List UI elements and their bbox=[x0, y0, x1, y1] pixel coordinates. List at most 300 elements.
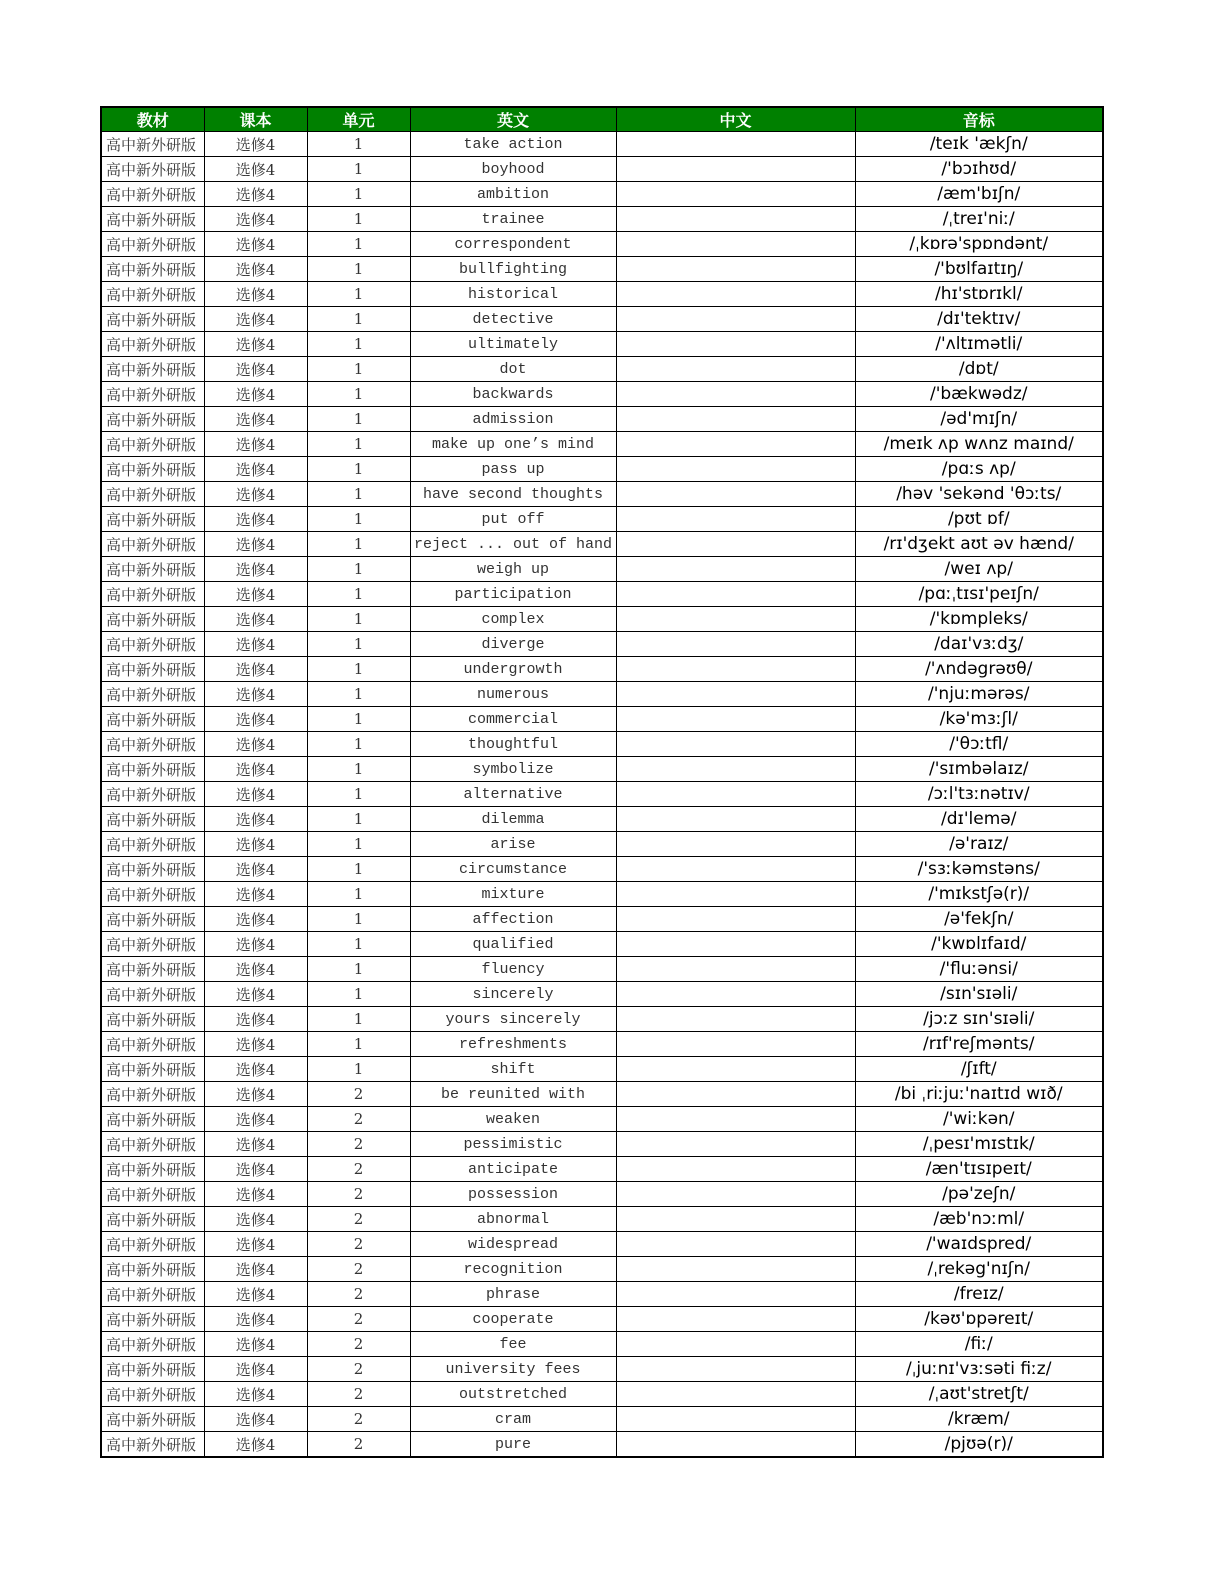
cell-unit: 2 bbox=[307, 1307, 410, 1332]
cell-unit: 1 bbox=[307, 932, 410, 957]
table-row bbox=[101, 1382, 1103, 1407]
cell-book: 选修4 bbox=[204, 807, 307, 832]
cell-english: trainee bbox=[410, 207, 616, 232]
cell-unit: 1 bbox=[307, 982, 410, 1007]
cell-chinese bbox=[616, 782, 855, 807]
table-row bbox=[101, 457, 1103, 482]
cell-chinese bbox=[616, 707, 855, 732]
cell-phonetic: /kə'mɜːʃl/ bbox=[855, 707, 1103, 732]
cell-english: sincerely bbox=[410, 982, 616, 1007]
cell-phonetic: /fiː/ bbox=[855, 1332, 1103, 1357]
cell-unit: 1 bbox=[307, 632, 410, 657]
cell-book: 选修4 bbox=[204, 757, 307, 782]
table-row bbox=[101, 857, 1103, 882]
cell-unit: 1 bbox=[307, 482, 410, 507]
cell-english: have second thoughts bbox=[410, 482, 616, 507]
cell-phonetic: /hɪ'stɒrɪkl/ bbox=[855, 282, 1103, 307]
cell-chinese bbox=[616, 482, 855, 507]
cell-book: 选修4 bbox=[204, 182, 307, 207]
cell-unit: 1 bbox=[307, 457, 410, 482]
cell-textbook: 高中新外研版 bbox=[101, 457, 204, 482]
table-row bbox=[101, 1332, 1103, 1357]
cell-chinese bbox=[616, 1282, 855, 1307]
cell-chinese bbox=[616, 132, 855, 157]
table-row bbox=[101, 732, 1103, 757]
cell-english: reject ... out of hand bbox=[410, 532, 616, 557]
table-row bbox=[101, 1182, 1103, 1207]
cell-phonetic: /'mɪkstʃə(r)/ bbox=[855, 882, 1103, 907]
cell-phonetic: /ˌkɒrə'spɒndənt/ bbox=[855, 232, 1103, 257]
cell-textbook: 高中新外研版 bbox=[101, 657, 204, 682]
cell-phonetic: /'ʌndəgrəʊθ/ bbox=[855, 657, 1103, 682]
cell-phonetic: /æb'nɔːml/ bbox=[855, 1207, 1103, 1232]
cell-chinese bbox=[616, 382, 855, 407]
table-row bbox=[101, 1357, 1103, 1382]
cell-textbook: 高中新外研版 bbox=[101, 907, 204, 932]
cell-english: ultimately bbox=[410, 332, 616, 357]
cell-book: 选修4 bbox=[204, 707, 307, 732]
cell-book: 选修4 bbox=[204, 1207, 307, 1232]
table-row bbox=[101, 257, 1103, 282]
cell-phonetic: /ˌpesɪ'mɪstɪk/ bbox=[855, 1132, 1103, 1157]
cell-unit: 1 bbox=[307, 1032, 410, 1057]
cell-chinese bbox=[616, 907, 855, 932]
cell-book: 选修4 bbox=[204, 1282, 307, 1307]
table-row bbox=[101, 757, 1103, 782]
cell-chinese bbox=[616, 457, 855, 482]
cell-english: circumstance bbox=[410, 857, 616, 882]
table-row bbox=[101, 932, 1103, 957]
table-row bbox=[101, 1132, 1103, 1157]
cell-unit: 1 bbox=[307, 882, 410, 907]
cell-book: 选修4 bbox=[204, 732, 307, 757]
cell-textbook: 高中新外研版 bbox=[101, 1207, 204, 1232]
cell-chinese bbox=[616, 1407, 855, 1432]
cell-textbook: 高中新外研版 bbox=[101, 357, 204, 382]
cell-textbook: 高中新外研版 bbox=[101, 1307, 204, 1332]
cell-phonetic: /dɪ'lemə/ bbox=[855, 807, 1103, 832]
cell-chinese bbox=[616, 607, 855, 632]
cell-textbook: 高中新外研版 bbox=[101, 532, 204, 557]
table-row bbox=[101, 982, 1103, 1007]
cell-textbook: 高中新外研版 bbox=[101, 1282, 204, 1307]
cell-unit: 2 bbox=[307, 1432, 410, 1458]
cell-unit: 2 bbox=[307, 1132, 410, 1157]
cell-textbook: 高中新外研版 bbox=[101, 432, 204, 457]
cell-textbook: 高中新外研版 bbox=[101, 1182, 204, 1207]
cell-chinese bbox=[616, 732, 855, 757]
cell-textbook: 高中新外研版 bbox=[101, 832, 204, 857]
cell-textbook: 高中新外研版 bbox=[101, 1132, 204, 1157]
cell-book: 选修4 bbox=[204, 1407, 307, 1432]
cell-english: arise bbox=[410, 832, 616, 857]
cell-textbook: 高中新外研版 bbox=[101, 1107, 204, 1132]
cell-unit: 1 bbox=[307, 507, 410, 532]
cell-book: 选修4 bbox=[204, 157, 307, 182]
cell-english: qualified bbox=[410, 932, 616, 957]
cell-chinese bbox=[616, 757, 855, 782]
cell-chinese bbox=[616, 532, 855, 557]
cell-book: 选修4 bbox=[204, 132, 307, 157]
cell-english: alternative bbox=[410, 782, 616, 807]
cell-textbook: 高中新外研版 bbox=[101, 1257, 204, 1282]
table-row bbox=[101, 432, 1103, 457]
cell-chinese bbox=[616, 1307, 855, 1332]
cell-book: 选修4 bbox=[204, 857, 307, 882]
cell-textbook: 高中新外研版 bbox=[101, 982, 204, 1007]
table-row bbox=[101, 1432, 1103, 1458]
table-row bbox=[101, 632, 1103, 657]
cell-book: 选修4 bbox=[204, 1332, 307, 1357]
table-row bbox=[101, 1057, 1103, 1082]
cell-english: bullfighting bbox=[410, 257, 616, 282]
cell-textbook: 高中新外研版 bbox=[101, 757, 204, 782]
cell-textbook: 高中新外研版 bbox=[101, 682, 204, 707]
header-book: 课本 bbox=[204, 107, 307, 132]
cell-english: outstretched bbox=[410, 1382, 616, 1407]
cell-textbook: 高中新外研版 bbox=[101, 1232, 204, 1257]
cell-textbook: 高中新外研版 bbox=[101, 1332, 204, 1357]
cell-unit: 2 bbox=[307, 1182, 410, 1207]
cell-chinese bbox=[616, 1082, 855, 1107]
cell-unit: 2 bbox=[307, 1207, 410, 1232]
table-row bbox=[101, 1007, 1103, 1032]
table-row bbox=[101, 707, 1103, 732]
cell-english: dilemma bbox=[410, 807, 616, 832]
cell-textbook: 高中新外研版 bbox=[101, 307, 204, 332]
cell-english: take action bbox=[410, 132, 616, 157]
table-row bbox=[101, 282, 1103, 307]
cell-english: weigh up bbox=[410, 557, 616, 582]
cell-textbook: 高中新外研版 bbox=[101, 182, 204, 207]
cell-chinese bbox=[616, 582, 855, 607]
cell-book: 选修4 bbox=[204, 1257, 307, 1282]
cell-chinese bbox=[616, 1357, 855, 1382]
cell-english: anticipate bbox=[410, 1157, 616, 1182]
cell-english: boyhood bbox=[410, 157, 616, 182]
cell-phonetic: /pɑːˌtɪsɪ'peɪʃn/ bbox=[855, 582, 1103, 607]
cell-chinese bbox=[616, 657, 855, 682]
header-textbook: 教材 bbox=[101, 107, 204, 132]
cell-unit: 1 bbox=[307, 1007, 410, 1032]
cell-book: 选修4 bbox=[204, 607, 307, 632]
cell-unit: 1 bbox=[307, 1057, 410, 1082]
header-phonetic: 音标 bbox=[855, 107, 1103, 132]
table-row bbox=[101, 557, 1103, 582]
cell-phonetic: /'bækwədz/ bbox=[855, 382, 1103, 407]
cell-unit: 1 bbox=[307, 532, 410, 557]
cell-phonetic: /əd'mɪʃn/ bbox=[855, 407, 1103, 432]
cell-book: 选修4 bbox=[204, 207, 307, 232]
table-row bbox=[101, 782, 1103, 807]
cell-book: 选修4 bbox=[204, 282, 307, 307]
cell-textbook: 高中新外研版 bbox=[101, 1407, 204, 1432]
cell-chinese bbox=[616, 1007, 855, 1032]
cell-phonetic: /meɪk ʌp wʌnz maɪnd/ bbox=[855, 432, 1103, 457]
cell-phonetic: /ə'raɪz/ bbox=[855, 832, 1103, 857]
cell-textbook: 高中新外研版 bbox=[101, 707, 204, 732]
cell-textbook: 高中新外研版 bbox=[101, 807, 204, 832]
cell-unit: 1 bbox=[307, 207, 410, 232]
table-row bbox=[101, 1307, 1103, 1332]
cell-book: 选修4 bbox=[204, 232, 307, 257]
cell-chinese bbox=[616, 357, 855, 382]
table-row bbox=[101, 132, 1103, 157]
header-chinese: 中文 bbox=[616, 107, 855, 132]
cell-phonetic: /dɪ'tektɪv/ bbox=[855, 307, 1103, 332]
cell-phonetic: /æm'bɪʃn/ bbox=[855, 182, 1103, 207]
cell-unit: 1 bbox=[307, 732, 410, 757]
cell-book: 选修4 bbox=[204, 1057, 307, 1082]
cell-phonetic: /rɪf'reʃmənts/ bbox=[855, 1032, 1103, 1057]
cell-textbook: 高中新外研版 bbox=[101, 732, 204, 757]
cell-phonetic: /ˌrekəg'nɪʃn/ bbox=[855, 1257, 1103, 1282]
cell-unit: 1 bbox=[307, 282, 410, 307]
cell-textbook: 高中新外研版 bbox=[101, 632, 204, 657]
cell-english: fluency bbox=[410, 957, 616, 982]
cell-chinese bbox=[616, 432, 855, 457]
table-row bbox=[101, 407, 1103, 432]
cell-book: 选修4 bbox=[204, 632, 307, 657]
cell-unit: 1 bbox=[307, 557, 410, 582]
cell-phonetic: /bi ˌriːjuː'naɪtɪd wɪð/ bbox=[855, 1082, 1103, 1107]
table-row bbox=[101, 1082, 1103, 1107]
cell-phonetic: /həv 'sekənd 'θɔːts/ bbox=[855, 482, 1103, 507]
cell-book: 选修4 bbox=[204, 1357, 307, 1382]
cell-textbook: 高中新外研版 bbox=[101, 932, 204, 957]
cell-phonetic: /'wiːkən/ bbox=[855, 1107, 1103, 1132]
cell-unit: 1 bbox=[307, 682, 410, 707]
cell-english: cram bbox=[410, 1407, 616, 1432]
cell-unit: 2 bbox=[307, 1107, 410, 1132]
cell-book: 选修4 bbox=[204, 832, 307, 857]
cell-unit: 1 bbox=[307, 382, 410, 407]
cell-unit: 2 bbox=[307, 1232, 410, 1257]
cell-phonetic: /daɪ'vɜːdʒ/ bbox=[855, 632, 1103, 657]
cell-phonetic: /rɪ'dʒekt aʊt əv hænd/ bbox=[855, 532, 1103, 557]
cell-unit: 1 bbox=[307, 132, 410, 157]
table-row bbox=[101, 357, 1103, 382]
cell-english: make up one’s mind bbox=[410, 432, 616, 457]
cell-textbook: 高中新外研版 bbox=[101, 1007, 204, 1032]
cell-phonetic: /'bɔɪhʊd/ bbox=[855, 157, 1103, 182]
cell-unit: 1 bbox=[307, 257, 410, 282]
cell-english: university fees bbox=[410, 1357, 616, 1382]
cell-textbook: 高中新外研版 bbox=[101, 1057, 204, 1082]
cell-unit: 1 bbox=[307, 332, 410, 357]
cell-textbook: 高中新外研版 bbox=[101, 1082, 204, 1107]
header-unit: 单元 bbox=[307, 107, 410, 132]
cell-unit: 1 bbox=[307, 807, 410, 832]
cell-english: undergrowth bbox=[410, 657, 616, 682]
cell-chinese bbox=[616, 1382, 855, 1407]
cell-unit: 1 bbox=[307, 407, 410, 432]
cell-unit: 1 bbox=[307, 432, 410, 457]
table-row bbox=[101, 807, 1103, 832]
cell-english: put off bbox=[410, 507, 616, 532]
cell-english: backwards bbox=[410, 382, 616, 407]
cell-textbook: 高中新外研版 bbox=[101, 332, 204, 357]
cell-english: thoughtful bbox=[410, 732, 616, 757]
cell-book: 选修4 bbox=[204, 557, 307, 582]
cell-english: pure bbox=[410, 1432, 616, 1458]
cell-phonetic: /'waɪdspred/ bbox=[855, 1232, 1103, 1257]
table-row bbox=[101, 882, 1103, 907]
cell-phonetic: /æn'tɪsɪpeɪt/ bbox=[855, 1157, 1103, 1182]
cell-book: 选修4 bbox=[204, 1032, 307, 1057]
table-row bbox=[101, 1232, 1103, 1257]
cell-phonetic: /ˌtreɪ'niː/ bbox=[855, 207, 1103, 232]
cell-unit: 1 bbox=[307, 707, 410, 732]
cell-english: phrase bbox=[410, 1282, 616, 1307]
cell-book: 选修4 bbox=[204, 657, 307, 682]
table-row bbox=[101, 1207, 1103, 1232]
cell-phonetic: /ɔːl'tɜːnətɪv/ bbox=[855, 782, 1103, 807]
table-row bbox=[101, 682, 1103, 707]
cell-english: complex bbox=[410, 607, 616, 632]
cell-textbook: 高中新外研版 bbox=[101, 157, 204, 182]
cell-textbook: 高中新外研版 bbox=[101, 1157, 204, 1182]
cell-chinese bbox=[616, 882, 855, 907]
cell-phonetic: /dɒt/ bbox=[855, 357, 1103, 382]
table-row bbox=[101, 232, 1103, 257]
table-row bbox=[101, 957, 1103, 982]
cell-phonetic: /kræm/ bbox=[855, 1407, 1103, 1432]
cell-phonetic: /'njuːmərəs/ bbox=[855, 682, 1103, 707]
table-row bbox=[101, 1157, 1103, 1182]
cell-book: 选修4 bbox=[204, 307, 307, 332]
cell-unit: 2 bbox=[307, 1332, 410, 1357]
cell-english: detective bbox=[410, 307, 616, 332]
cell-phonetic: /'kwɒlɪfaɪd/ bbox=[855, 932, 1103, 957]
table-row bbox=[101, 532, 1103, 557]
cell-phonetic: /ə'fekʃn/ bbox=[855, 907, 1103, 932]
cell-english: correspondent bbox=[410, 232, 616, 257]
cell-phonetic: /ˌaʊt'stretʃt/ bbox=[855, 1382, 1103, 1407]
cell-phonetic: /freɪz/ bbox=[855, 1282, 1103, 1307]
cell-unit: 2 bbox=[307, 1382, 410, 1407]
cell-unit: 2 bbox=[307, 1407, 410, 1432]
cell-book: 选修4 bbox=[204, 507, 307, 532]
cell-phonetic: /weɪ ʌp/ bbox=[855, 557, 1103, 582]
cell-english: possession bbox=[410, 1182, 616, 1207]
cell-textbook: 高中新外研版 bbox=[101, 407, 204, 432]
cell-chinese bbox=[616, 282, 855, 307]
cell-phonetic: /teɪk 'ækʃn/ bbox=[855, 132, 1103, 157]
cell-unit: 2 bbox=[307, 1082, 410, 1107]
cell-phonetic: /'bʊlfaɪtɪŋ/ bbox=[855, 257, 1103, 282]
table-row bbox=[101, 182, 1103, 207]
cell-english: participation bbox=[410, 582, 616, 607]
table-row bbox=[101, 907, 1103, 932]
cell-chinese bbox=[616, 1182, 855, 1207]
cell-textbook: 高中新外研版 bbox=[101, 1357, 204, 1382]
cell-phonetic: /'sɪmbəlaɪz/ bbox=[855, 757, 1103, 782]
cell-book: 选修4 bbox=[204, 907, 307, 932]
cell-phonetic: /'θɔːtfl/ bbox=[855, 732, 1103, 757]
cell-book: 选修4 bbox=[204, 1232, 307, 1257]
cell-book: 选修4 bbox=[204, 1182, 307, 1207]
cell-english: commercial bbox=[410, 707, 616, 732]
cell-unit: 1 bbox=[307, 657, 410, 682]
cell-english: refreshments bbox=[410, 1032, 616, 1057]
cell-chinese bbox=[616, 807, 855, 832]
cell-english: recognition bbox=[410, 1257, 616, 1282]
cell-textbook: 高中新外研版 bbox=[101, 582, 204, 607]
table-row bbox=[101, 332, 1103, 357]
cell-chinese bbox=[616, 307, 855, 332]
cell-unit: 1 bbox=[307, 232, 410, 257]
cell-phonetic: /'kɒmpleks/ bbox=[855, 607, 1103, 632]
vocabulary-table bbox=[100, 106, 1104, 1458]
cell-textbook: 高中新外研版 bbox=[101, 282, 204, 307]
cell-textbook: 高中新外研版 bbox=[101, 232, 204, 257]
cell-book: 选修4 bbox=[204, 257, 307, 282]
cell-english: pessimistic bbox=[410, 1132, 616, 1157]
cell-book: 选修4 bbox=[204, 982, 307, 1007]
cell-textbook: 高中新外研版 bbox=[101, 957, 204, 982]
cell-book: 选修4 bbox=[204, 407, 307, 432]
cell-unit: 1 bbox=[307, 957, 410, 982]
table-row bbox=[101, 482, 1103, 507]
cell-chinese bbox=[616, 1132, 855, 1157]
cell-phonetic: /ˌjuːnɪ'vɜːsəti fiːz/ bbox=[855, 1357, 1103, 1382]
table-row bbox=[101, 657, 1103, 682]
cell-book: 选修4 bbox=[204, 582, 307, 607]
cell-english: be reunited with bbox=[410, 1082, 616, 1107]
cell-chinese bbox=[616, 1157, 855, 1182]
cell-book: 选修4 bbox=[204, 1157, 307, 1182]
cell-chinese bbox=[616, 507, 855, 532]
header-english: 英文 bbox=[410, 107, 616, 132]
cell-unit: 1 bbox=[307, 857, 410, 882]
cell-chinese bbox=[616, 632, 855, 657]
cell-textbook: 高中新外研版 bbox=[101, 482, 204, 507]
table-row bbox=[101, 307, 1103, 332]
cell-textbook: 高中新外研版 bbox=[101, 207, 204, 232]
cell-phonetic: /'ʌltɪmətli/ bbox=[855, 332, 1103, 357]
cell-unit: 1 bbox=[307, 782, 410, 807]
cell-phonetic: /'sɜːkəmstəns/ bbox=[855, 857, 1103, 882]
cell-book: 选修4 bbox=[204, 1007, 307, 1032]
cell-unit: 2 bbox=[307, 1257, 410, 1282]
cell-textbook: 高中新外研版 bbox=[101, 882, 204, 907]
cell-phonetic: /pjʊə(r)/ bbox=[855, 1432, 1103, 1458]
cell-textbook: 高中新外研版 bbox=[101, 1432, 204, 1458]
cell-book: 选修4 bbox=[204, 1432, 307, 1458]
cell-unit: 1 bbox=[307, 307, 410, 332]
cell-english: yours sincerely bbox=[410, 1007, 616, 1032]
table-row bbox=[101, 582, 1103, 607]
cell-phonetic: /kəʊ'ɒpəreɪt/ bbox=[855, 1307, 1103, 1332]
cell-chinese bbox=[616, 982, 855, 1007]
cell-unit: 1 bbox=[307, 907, 410, 932]
table-row bbox=[101, 1032, 1103, 1057]
cell-book: 选修4 bbox=[204, 932, 307, 957]
cell-textbook: 高中新外研版 bbox=[101, 557, 204, 582]
cell-book: 选修4 bbox=[204, 382, 307, 407]
cell-unit: 1 bbox=[307, 757, 410, 782]
cell-chinese bbox=[616, 682, 855, 707]
cell-book: 选修4 bbox=[204, 957, 307, 982]
cell-english: pass up bbox=[410, 457, 616, 482]
cell-chinese bbox=[616, 557, 855, 582]
cell-book: 选修4 bbox=[204, 1082, 307, 1107]
cell-phonetic: /jɔːz sɪn'sɪəli/ bbox=[855, 1007, 1103, 1032]
cell-chinese bbox=[616, 1107, 855, 1132]
cell-phonetic: /sɪn'sɪəli/ bbox=[855, 982, 1103, 1007]
cell-chinese bbox=[616, 182, 855, 207]
